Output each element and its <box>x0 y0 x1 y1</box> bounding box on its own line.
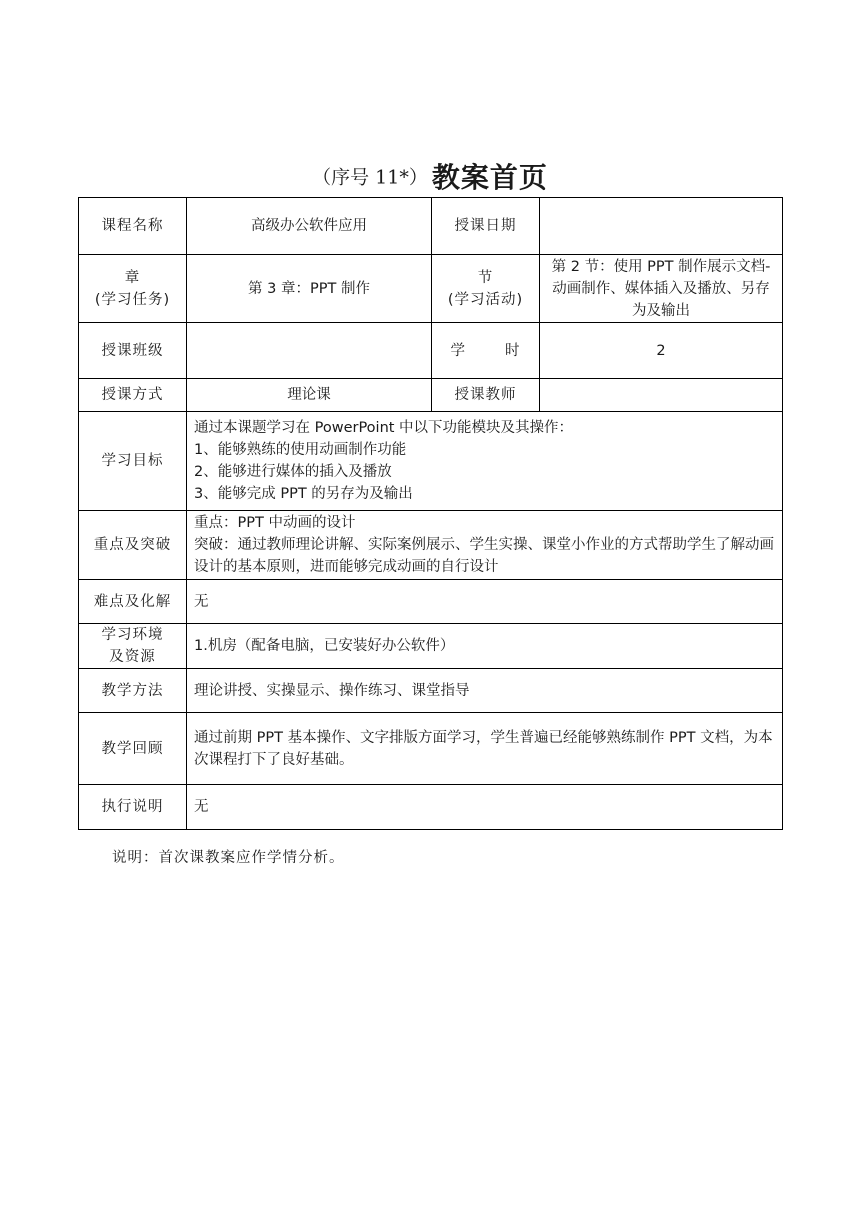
table-row <box>79 669 783 713</box>
difficulty-label: 难点及化解 <box>79 580 187 624</box>
goal-line: 2、能够进行媒体的插入及播放 <box>194 464 392 480</box>
table-row <box>79 713 783 785</box>
chapter-label-line2: (学习任务) <box>94 291 171 308</box>
course-name-label: 课程名称 <box>79 198 187 255</box>
section-value: 第 2 节：使用 PPT 制作展示文档-动画制作、媒体插入及播放、另存为及输出 <box>540 255 783 323</box>
table-row <box>79 412 783 511</box>
title-prefix: （序号 11*） <box>312 166 428 189</box>
hours-label-part2: 时 <box>505 342 521 359</box>
goal-line: 通过本课题学习在 PowerPoint 中以下功能模块及其操作： <box>194 420 574 436</box>
table-row <box>79 785 783 830</box>
section-label <box>432 255 540 323</box>
section-label-line1: 节 <box>477 269 494 286</box>
env-label-line1: 学习环境 <box>101 627 164 643</box>
goal-content <box>187 412 783 511</box>
date-label: 授课日期 <box>432 198 540 255</box>
table-row <box>79 624 783 669</box>
chapter-label <box>79 255 187 323</box>
hours-label-part1: 学 <box>450 342 466 359</box>
teaching-method-label: 教学方法 <box>79 669 187 713</box>
key-line: 重点：PPT 中动画的设计 <box>194 515 356 531</box>
review-label: 教学回顾 <box>79 713 187 785</box>
table-row <box>79 580 783 624</box>
table-row <box>79 255 783 323</box>
section-label-line2: (学习活动) <box>447 291 524 308</box>
chapter-value: 第 3 章：PPT 制作 <box>187 255 432 323</box>
key-line: 突破：通过教师理论讲解、实际案例展示、学生实操、课堂小作业的方式帮助学生了解动画设计的基本原则，进而能够完成动画的自行设计 <box>194 537 774 575</box>
date-value <box>540 198 783 255</box>
teacher-value <box>540 379 783 412</box>
title-main: 教案首页 <box>431 161 548 194</box>
page-title <box>0 156 860 196</box>
table-row <box>79 323 783 379</box>
goal-line: 1、能够熟练的使用动画制作功能 <box>194 442 407 458</box>
table-row <box>79 511 783 580</box>
method-label: 授课方式 <box>79 379 187 412</box>
chapter-label-line1: 章 <box>124 269 141 286</box>
table-row <box>79 198 783 255</box>
hours-value: 2 <box>540 323 783 379</box>
env-label-line2: 及资源 <box>109 649 156 665</box>
method-value: 理论课 <box>187 379 432 412</box>
env-label <box>79 624 187 669</box>
course-name-value: 高级办公软件应用 <box>187 198 432 255</box>
goal-line: 3、能够完成 PPT 的另存为及输出 <box>194 486 413 502</box>
lesson-plan-table <box>78 197 783 830</box>
review-value: 通过前期 PPT 基本操作、文字排版方面学习，学生普遍已经能够熟练制作 PPT 文档，为本次课程打下了良好基础。 <box>187 713 783 785</box>
class-value <box>187 323 432 379</box>
exec-label: 执行说明 <box>79 785 187 830</box>
env-value: 1.机房（配备电脑，已安装好办公软件） <box>187 624 783 669</box>
teacher-label: 授课教师 <box>432 379 540 412</box>
key-content <box>187 511 783 580</box>
hours-label <box>432 323 540 379</box>
class-label: 授课班级 <box>79 323 187 379</box>
teaching-method-value: 理论讲授、实操显示、操作练习、课堂指导 <box>187 669 783 713</box>
table-row <box>79 379 783 412</box>
footnote: 说明：首次课教案应作学情分析。 <box>112 850 345 866</box>
key-label: 重点及突破 <box>79 511 187 580</box>
goal-label: 学习目标 <box>79 412 187 511</box>
exec-value: 无 <box>187 785 783 830</box>
difficulty-value: 无 <box>187 580 783 624</box>
